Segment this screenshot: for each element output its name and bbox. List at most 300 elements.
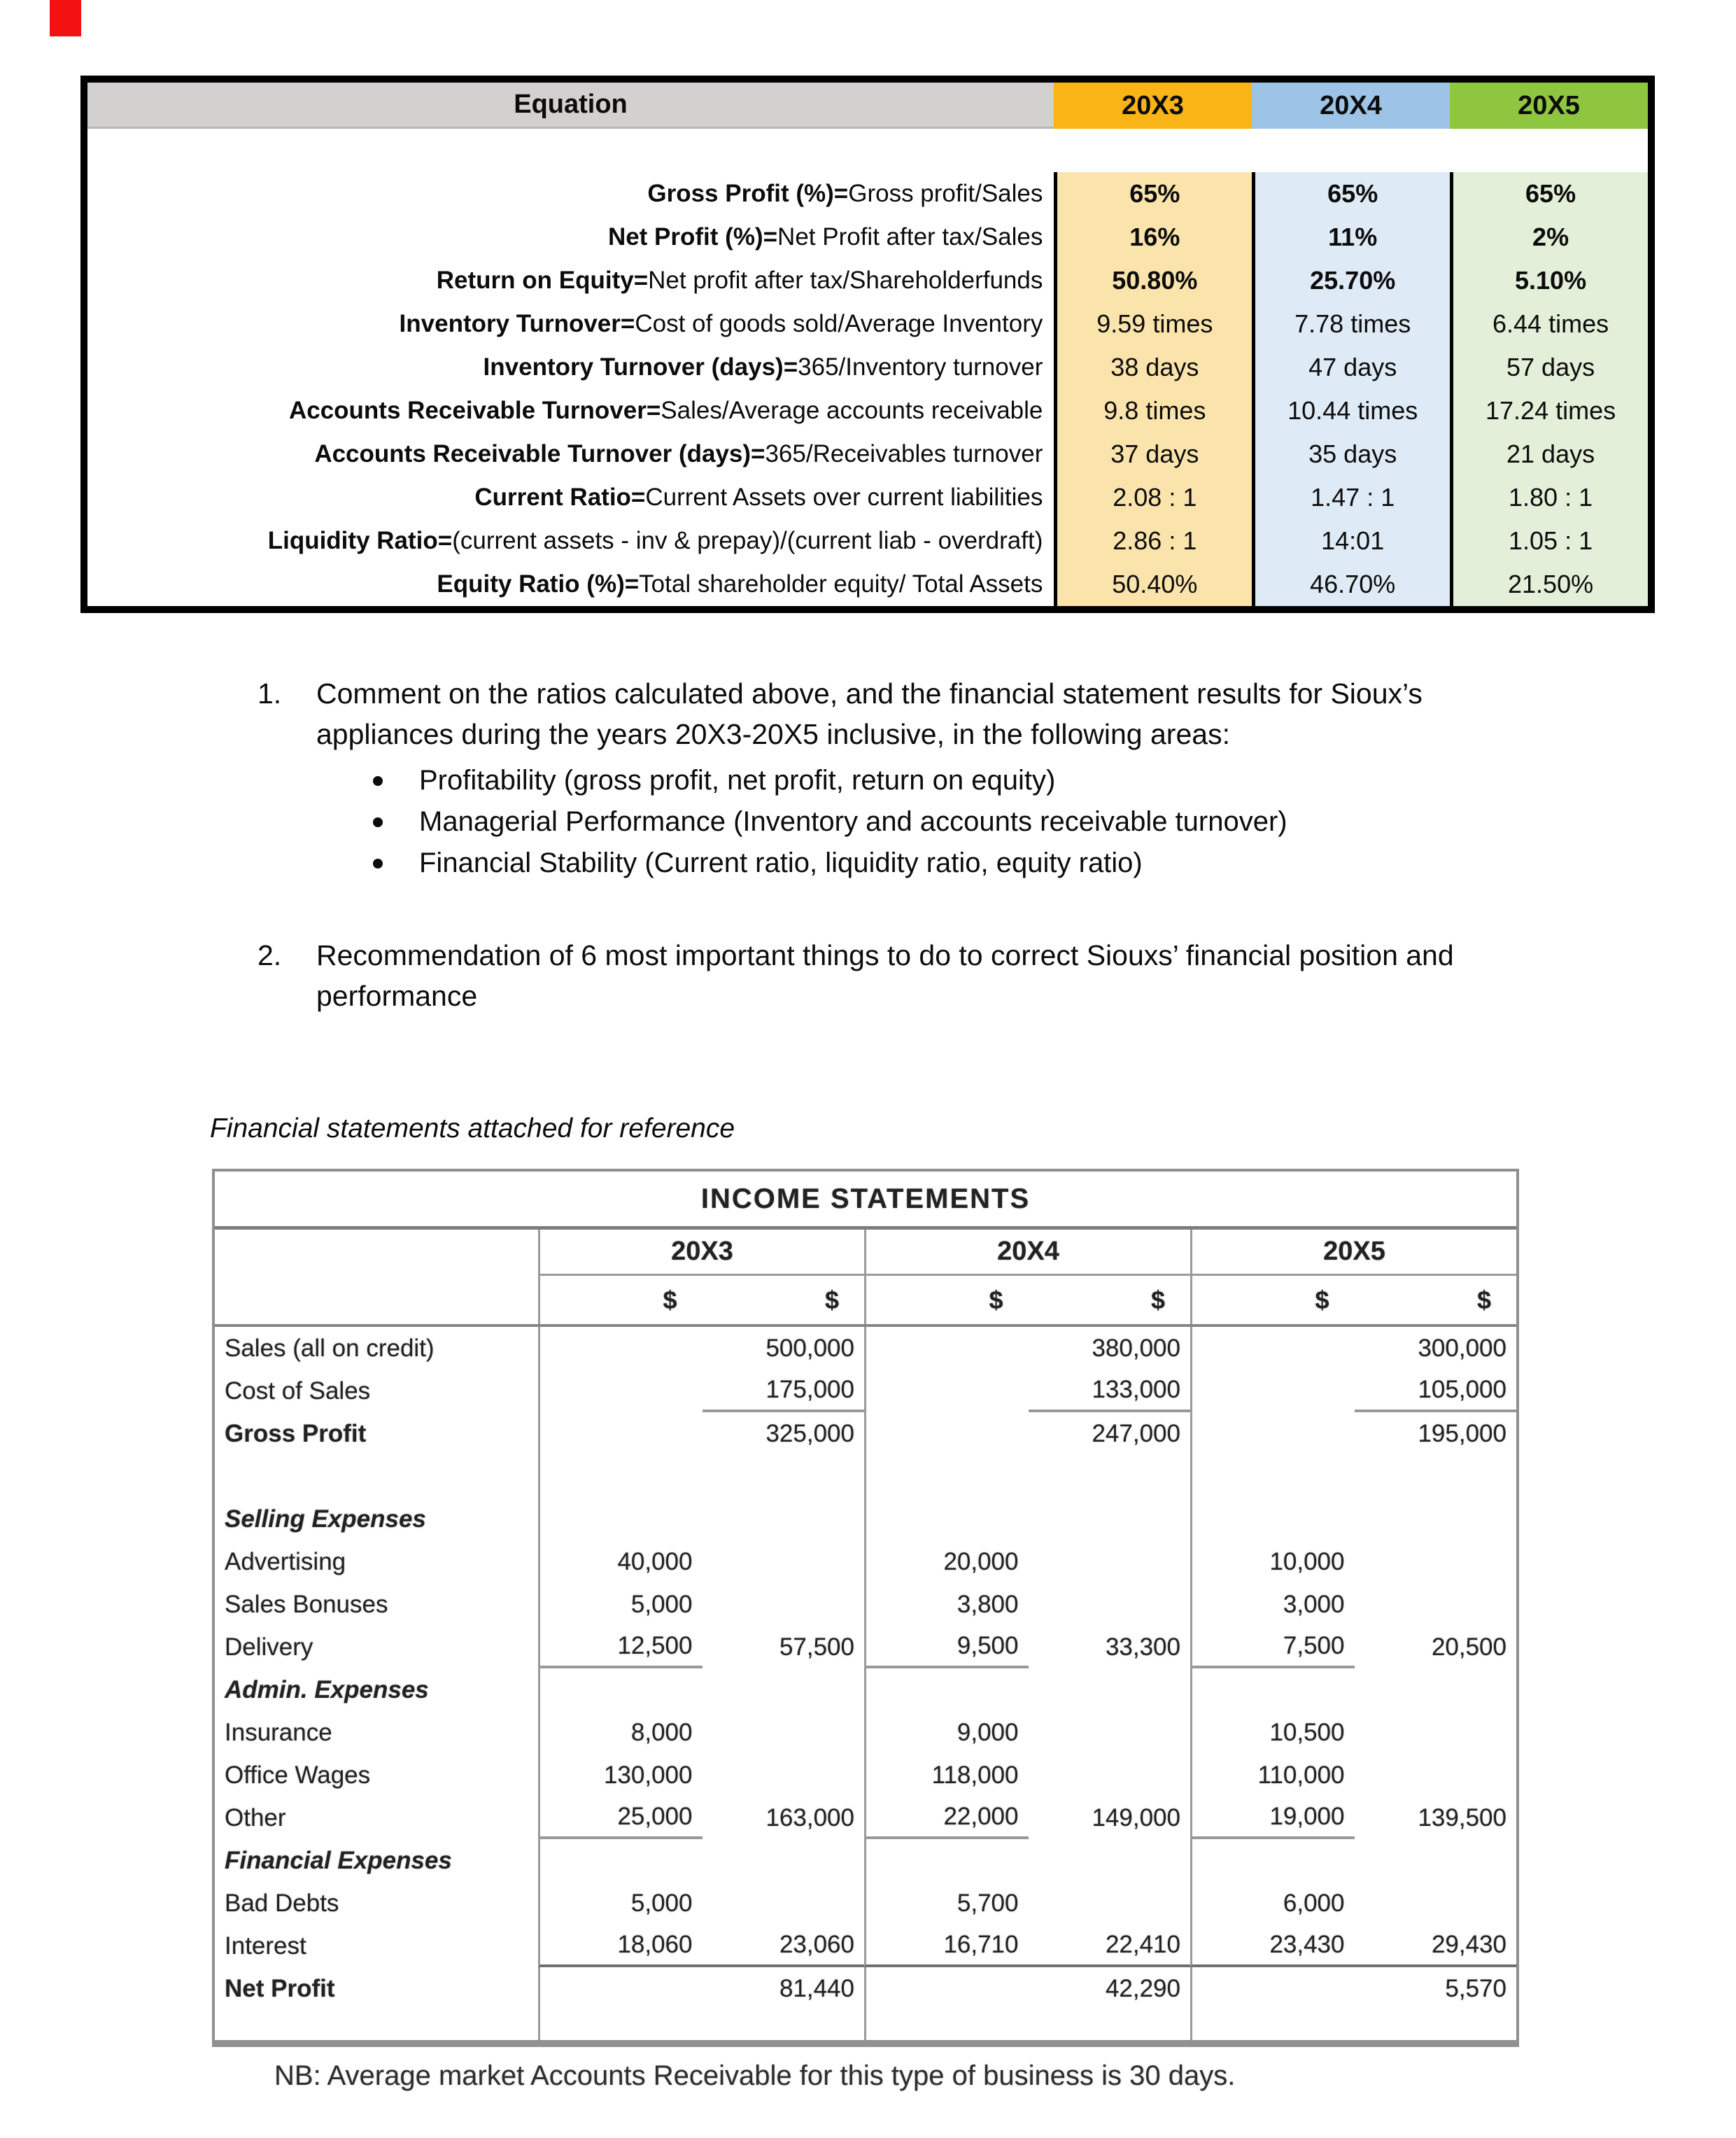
income-amount-left xyxy=(540,2010,703,2040)
income-year-cell xyxy=(1190,1583,1516,1626)
currency-symbol: $ xyxy=(824,1285,839,1314)
income-amount-right: 20,500 xyxy=(1431,1633,1506,1661)
income-amount-right xyxy=(1355,1455,1517,1498)
currency-symbol: $ xyxy=(1476,1285,1491,1314)
income-amount-left xyxy=(1192,1498,1355,1540)
question-item-2 xyxy=(257,935,1454,1016)
income-amount-left: 7,500 xyxy=(1192,1626,1355,1668)
bullet-list xyxy=(373,760,1287,884)
income-amount-left: 16,710 xyxy=(943,1930,1019,1958)
income-amount-left: 20,000 xyxy=(943,1547,1019,1575)
income-amount-left: 18,060 xyxy=(617,1930,693,1958)
income-year-cell xyxy=(1190,1882,1516,1925)
income-amount-right: 380,000 xyxy=(1092,1334,1180,1362)
income-year-cell xyxy=(538,1540,864,1583)
income-row xyxy=(215,1370,1516,1412)
ratio-formula: (current assets - inv & prepay)/(current liab - overdraft) xyxy=(452,527,1043,554)
question-line: Recommendation of 6 most important things to do to correct Siouxs’ financial position and xyxy=(316,939,1454,971)
ratio-value: 65% xyxy=(1054,172,1252,216)
income-amount-left xyxy=(1192,1668,1355,1711)
income-year-cell xyxy=(538,1796,864,1839)
income-row xyxy=(215,1498,1516,1540)
income-amount-left: 130,000 xyxy=(603,1761,693,1789)
income-year-header-row xyxy=(215,1230,1516,1276)
income-amount-left xyxy=(1192,1327,1355,1370)
income-amount-left xyxy=(1192,1412,1355,1455)
ratio-value: 57 days xyxy=(1450,346,1648,389)
income-year-cell xyxy=(1190,1327,1516,1370)
income-amount-left xyxy=(540,1412,703,1455)
income-amount-right: 133,000 xyxy=(1029,1370,1191,1412)
income-row xyxy=(215,1925,1516,1967)
ratio-term: Inventory Turnover (days)= xyxy=(483,353,798,381)
income-amount-left: 5,700 xyxy=(957,1889,1019,1917)
income-year-cell xyxy=(1190,1796,1516,1839)
ratio-table-body xyxy=(87,172,1648,606)
income-amount-right: 139,500 xyxy=(1418,1803,1506,1831)
income-year-cell xyxy=(538,1412,864,1455)
ratio-value: 7.78 times xyxy=(1252,302,1450,346)
income-label-column-spacer xyxy=(215,1276,538,1324)
question-line: appliances during the years 20X3-20X5 inclusive, in the following areas: xyxy=(316,718,1230,750)
ratio-formula: Gross profit/Sales xyxy=(848,180,1043,207)
ratio-value: 9.59 times xyxy=(1054,302,1252,346)
bullet-text: Financial Stability (Current ratio, liquidity ratio, equity ratio) xyxy=(419,848,1143,878)
ratio-value: 6.44 times xyxy=(1450,302,1648,346)
footnote: NB: Average market Accounts Receivable for this type of business is 30 days. xyxy=(274,2060,1236,2091)
income-amount-left xyxy=(1192,1370,1355,1412)
income-year-cell xyxy=(1190,1668,1516,1711)
income-currency-row xyxy=(215,1276,1516,1327)
bullet-icon xyxy=(373,776,383,786)
income-row-label xyxy=(215,2010,538,2040)
ratio-value: 1.05 : 1 xyxy=(1450,519,1648,563)
income-amount-left xyxy=(1192,1455,1355,1498)
income-year-cell xyxy=(538,1754,864,1796)
income-row-label: Delivery xyxy=(225,1633,313,1661)
ratio-value: 35 days xyxy=(1252,432,1450,476)
income-amount-left xyxy=(866,1370,1029,1412)
income-row xyxy=(215,2010,1516,2040)
question-line: performance xyxy=(316,980,478,1012)
ratio-formula: 365/Inventory turnover xyxy=(798,353,1043,381)
question-item1-lines xyxy=(316,673,1423,754)
income-amount-left xyxy=(540,1839,703,1882)
income-row-label: Cost of Sales xyxy=(225,1377,371,1405)
income-amount-left xyxy=(1192,2010,1355,2040)
income-year-cell xyxy=(864,1967,1190,2010)
income-row-label: Advertising xyxy=(225,1547,346,1575)
income-row-label xyxy=(215,1455,538,1498)
income-year-cell xyxy=(538,1711,864,1754)
income-amount-right: 42,290 xyxy=(1105,1974,1180,2002)
income-year-cell xyxy=(1190,1925,1516,1967)
income-amount-right xyxy=(703,1882,865,1925)
income-row xyxy=(215,1412,1516,1455)
income-year-cell xyxy=(1190,1626,1516,1668)
income-year-cell xyxy=(538,2010,864,2040)
income-row-label: Selling Expenses xyxy=(225,1505,426,1533)
income-statements-table xyxy=(212,1169,1519,2047)
income-amount-right: 247,000 xyxy=(1092,1419,1180,1447)
income-currency-cells xyxy=(538,1276,1516,1324)
income-amount-left xyxy=(540,1370,703,1412)
ratio-row xyxy=(87,346,1648,389)
ratio-row-label xyxy=(87,216,1054,259)
income-amount-left: 6,000 xyxy=(1283,1889,1345,1917)
income-amount-right xyxy=(1355,1711,1517,1754)
ratio-value: 21 days xyxy=(1450,432,1648,476)
ratio-row-label xyxy=(87,346,1054,389)
income-year-cell xyxy=(864,1839,1190,1882)
income-row xyxy=(215,1754,1516,1796)
ratio-value: 47 days xyxy=(1252,346,1450,389)
income-amount-right: 325,000 xyxy=(765,1419,854,1447)
ratio-value: 25.70% xyxy=(1252,259,1450,302)
ratio-term: Liquidity Ratio= xyxy=(267,527,453,554)
ratio-value: 2.08 : 1 xyxy=(1054,476,1252,519)
income-amount-right xyxy=(703,1540,865,1583)
ratio-row xyxy=(87,302,1648,346)
income-year-cell xyxy=(864,1498,1190,1540)
ratio-year-header: 20X4 xyxy=(1252,83,1450,129)
income-amount-right: 105,000 xyxy=(1355,1370,1517,1412)
ratio-value: 5.10% xyxy=(1450,259,1648,302)
income-year-cell xyxy=(538,1327,864,1370)
bullet-text: Profitability (gross profit, net profit, return on equity) xyxy=(419,765,1056,796)
ratio-row-label xyxy=(87,389,1054,432)
income-amount-left xyxy=(1192,1839,1355,1882)
ratio-value: 65% xyxy=(1252,172,1450,216)
ratio-row-label xyxy=(87,259,1054,302)
income-year-cell xyxy=(1190,1455,1516,1498)
ratio-value: 14:01 xyxy=(1252,519,1450,563)
income-row-label: Other xyxy=(225,1803,286,1831)
income-year-cell xyxy=(864,1540,1190,1583)
income-amount-right xyxy=(1029,1882,1191,1925)
ratio-formula: Net Profit after tax/Sales xyxy=(777,223,1043,251)
ratio-row xyxy=(87,216,1648,259)
income-amount-right xyxy=(1355,1839,1517,1882)
income-row-label: Financial Expenses xyxy=(225,1846,452,1874)
income-amount-left xyxy=(540,1668,703,1711)
ratio-value: 1.80 : 1 xyxy=(1450,476,1648,519)
ratio-value: 46.70% xyxy=(1252,563,1450,606)
ratio-row xyxy=(87,432,1648,476)
income-amount-right xyxy=(703,1711,865,1754)
question-number: 1. xyxy=(257,677,282,710)
income-year-cell xyxy=(1190,1412,1516,1455)
ratio-formula: Sales/Average accounts receivable xyxy=(661,397,1043,424)
income-year-cell xyxy=(538,1839,864,1882)
ratio-value: 37 days xyxy=(1054,432,1252,476)
income-currency-cell xyxy=(538,1276,864,1324)
income-amount-left xyxy=(540,1498,703,1540)
income-row xyxy=(215,1455,1516,1498)
ratio-row-label xyxy=(87,432,1054,476)
income-year-cell xyxy=(864,1711,1190,1754)
income-amount-right xyxy=(1029,1754,1191,1796)
ratio-value: 1.47 : 1 xyxy=(1252,476,1450,519)
income-label-column-header xyxy=(215,1230,538,1276)
ratio-formula: Net profit after tax/Shareholderfunds xyxy=(648,267,1043,294)
currency-symbol: $ xyxy=(989,1285,1003,1314)
income-row-label: Sales (all on credit) xyxy=(225,1334,435,1362)
ratio-term: Inventory Turnover= xyxy=(399,310,635,337)
income-year-cell xyxy=(864,1754,1190,1796)
income-year-cell xyxy=(864,1583,1190,1626)
income-year-cell xyxy=(538,1925,864,1967)
ratio-term: Equity Ratio (%)= xyxy=(437,570,640,598)
ratio-formula: 365/Receivables turnover xyxy=(765,440,1043,467)
income-year-cell xyxy=(1190,1967,1516,2010)
income-amount-right: 29,430 xyxy=(1431,1930,1506,1958)
income-amount-left: 40,000 xyxy=(617,1547,693,1575)
income-amount-right: 23,060 xyxy=(779,1930,854,1958)
income-amount-left: 110,000 xyxy=(1257,1761,1345,1789)
question-number: 2. xyxy=(257,939,282,971)
income-year-header: 20X3 xyxy=(538,1230,864,1276)
income-year-cell xyxy=(864,1668,1190,1711)
income-row-label: Insurance xyxy=(225,1718,332,1746)
income-amount-right: 195,000 xyxy=(1418,1419,1506,1447)
income-amount-left: 23,430 xyxy=(1269,1930,1345,1958)
income-row-label: Office Wages xyxy=(225,1761,371,1789)
ratio-term: Accounts Receivable Turnover (days)= xyxy=(314,440,765,467)
income-year-cell xyxy=(1190,1498,1516,1540)
income-year-cell xyxy=(538,1882,864,1925)
ratio-year-headers xyxy=(1054,83,1648,129)
ratio-row xyxy=(87,476,1648,519)
income-amount-left: 3,800 xyxy=(957,1590,1019,1618)
income-amount-left: 5,000 xyxy=(630,1889,693,1917)
income-year-cell xyxy=(864,1455,1190,1498)
income-amount-left: 22,000 xyxy=(866,1796,1029,1839)
income-row xyxy=(215,1327,1516,1370)
income-amount-left xyxy=(540,1327,703,1370)
income-row xyxy=(215,1540,1516,1583)
bullet-item xyxy=(373,760,1287,801)
income-amount-right xyxy=(1029,1839,1191,1882)
ratio-row xyxy=(87,389,1648,432)
ratio-term: Gross Profit (%)= xyxy=(647,180,849,207)
income-year-cell xyxy=(1190,1839,1516,1882)
income-amount-left: 5,000 xyxy=(630,1590,693,1618)
ratio-table xyxy=(80,76,1655,613)
income-amount-right: 22,410 xyxy=(1105,1930,1180,1958)
income-row xyxy=(215,1583,1516,1626)
income-amount-left xyxy=(866,2010,1029,2040)
bullet-icon xyxy=(373,859,383,868)
ratio-row xyxy=(87,172,1648,216)
income-amount-left xyxy=(866,1327,1029,1370)
income-amount-right xyxy=(1029,1455,1191,1498)
income-amount-left: 12,500 xyxy=(540,1626,703,1668)
reference-note: Financial statements attached for reference xyxy=(210,1113,735,1144)
question-line: Comment on the ratios calculated above, and the financial statement results for Sioux’s xyxy=(316,677,1423,710)
income-amount-left xyxy=(866,1839,1029,1882)
income-amount-right xyxy=(1029,1711,1191,1754)
income-amount-right xyxy=(1355,2010,1517,2040)
ratio-term: Net Profit (%)= xyxy=(607,223,778,251)
income-amount-right xyxy=(1029,2010,1191,2040)
income-amount-right xyxy=(1355,1583,1517,1626)
ratio-formula: Cost of goods sold/Average Inventory xyxy=(635,310,1043,337)
income-amount-right: 81,440 xyxy=(779,1974,854,2002)
income-amount-right xyxy=(703,1455,865,1498)
ratio-value: 2% xyxy=(1450,216,1648,259)
bullet-item xyxy=(373,801,1287,843)
currency-symbol: $ xyxy=(1150,1285,1165,1314)
income-row-label: Net Profit xyxy=(225,1974,335,2002)
bullet-text: Managerial Performance (Inventory and accounts receivable turnover) xyxy=(419,806,1287,837)
ratio-row xyxy=(87,259,1648,302)
ratio-value: 11% xyxy=(1252,216,1450,259)
ratio-table-header xyxy=(87,83,1648,129)
question-item2-lines xyxy=(316,935,1454,1016)
income-amount-left: 10,000 xyxy=(1269,1547,1345,1575)
income-row xyxy=(215,1711,1516,1754)
income-amount-right xyxy=(703,1498,865,1540)
ratio-row-label xyxy=(87,519,1054,563)
income-table-body xyxy=(215,1327,1516,2040)
ratio-row xyxy=(87,563,1648,606)
income-amount-right xyxy=(1355,1540,1517,1583)
income-amount-left: 19,000 xyxy=(1192,1796,1355,1839)
ratio-value: 50.80% xyxy=(1054,259,1252,302)
income-amount-right: 5,570 xyxy=(1445,1974,1506,2002)
income-year-cell xyxy=(1190,2010,1516,2040)
income-year-cell xyxy=(538,1583,864,1626)
income-amount-right xyxy=(1029,1583,1191,1626)
income-year-cell xyxy=(538,1370,864,1412)
ratio-year-header: 20X3 xyxy=(1054,83,1252,129)
income-year-cell xyxy=(538,1668,864,1711)
income-year-cell xyxy=(538,1498,864,1540)
currency-symbol: $ xyxy=(1315,1285,1329,1314)
income-year-cell xyxy=(864,1327,1190,1370)
income-amount-right xyxy=(1355,1668,1517,1711)
income-row xyxy=(215,1668,1516,1711)
ratio-row-label xyxy=(87,476,1054,519)
ratio-value: 38 days xyxy=(1054,346,1252,389)
income-amount-left: 25,000 xyxy=(540,1796,703,1839)
ratio-formula: Total shareholder equity/ Total Assets xyxy=(639,570,1043,598)
income-year-cell xyxy=(864,1796,1190,1839)
ratio-value: 16% xyxy=(1054,216,1252,259)
income-amount-left xyxy=(866,1455,1029,1498)
ratio-year-header: 20X5 xyxy=(1450,83,1648,129)
income-amount-right xyxy=(703,1839,865,1882)
income-row-label: Gross Profit xyxy=(225,1419,367,1447)
income-row-label: Interest xyxy=(225,1932,306,1960)
ratio-table-blank-row xyxy=(87,129,1648,172)
income-amount-right: 163,000 xyxy=(765,1803,854,1831)
income-amount-left: 8,000 xyxy=(630,1718,693,1746)
income-amount-left: 10,500 xyxy=(1269,1718,1345,1746)
ratio-value: 2.86 : 1 xyxy=(1054,519,1252,563)
income-year-cell xyxy=(1190,1754,1516,1796)
ratio-value: 17.24 times xyxy=(1450,389,1648,432)
equation-column-header: Equation xyxy=(87,83,1054,129)
income-amount-left: 118,000 xyxy=(931,1761,1019,1789)
bullet-icon xyxy=(373,817,383,827)
income-amount-right: 300,000 xyxy=(1418,1334,1506,1362)
income-amount-left xyxy=(866,1967,1029,2010)
income-amount-right xyxy=(703,1754,865,1796)
ratio-value: 9.8 times xyxy=(1054,389,1252,432)
income-year-cell xyxy=(864,1626,1190,1668)
income-amount-left xyxy=(866,1668,1029,1711)
income-year-cell xyxy=(538,1626,864,1668)
ratio-value: 10.44 times xyxy=(1252,389,1450,432)
income-amount-left xyxy=(866,1412,1029,1455)
ratio-row-label xyxy=(87,563,1054,606)
income-amount-right: 175,000 xyxy=(703,1370,865,1412)
ratio-term: Accounts Receivable Turnover= xyxy=(288,397,661,424)
income-amount-left: 9,000 xyxy=(957,1718,1019,1746)
income-amount-right xyxy=(1029,1498,1191,1540)
income-amount-right xyxy=(1029,1668,1191,1711)
income-amount-right: 500,000 xyxy=(765,1334,854,1362)
income-year-cell xyxy=(864,2010,1190,2040)
income-year-header: 20X5 xyxy=(1190,1230,1516,1276)
income-year-cell xyxy=(538,1455,864,1498)
income-amount-right: 33,300 xyxy=(1105,1633,1180,1661)
income-amount-right xyxy=(1355,1882,1517,1925)
ratio-value: 65% xyxy=(1450,172,1648,216)
income-currency-cell xyxy=(1190,1276,1516,1324)
income-year-cell xyxy=(538,1967,864,2010)
ratio-term: Return on Equity= xyxy=(436,267,649,294)
income-row-label: Admin. Expenses xyxy=(225,1675,429,1703)
income-amount-right xyxy=(1029,1540,1191,1583)
income-year-cell xyxy=(1190,1711,1516,1754)
ratio-row-label xyxy=(87,302,1054,346)
income-row xyxy=(215,1626,1516,1668)
income-amount-right xyxy=(703,2010,865,2040)
income-amount-right xyxy=(703,1583,865,1626)
ratio-term: Current Ratio= xyxy=(474,484,646,511)
income-year-header: 20X4 xyxy=(864,1230,1190,1276)
income-year-cell xyxy=(1190,1540,1516,1583)
red-capture-mark xyxy=(50,0,81,36)
income-amount-right xyxy=(1355,1498,1517,1540)
ratio-formula: Current Assets over current liabilities xyxy=(645,484,1043,511)
ratio-row xyxy=(87,519,1648,563)
income-year-headers xyxy=(538,1230,1516,1276)
income-amount-right: 149,000 xyxy=(1092,1803,1180,1831)
currency-symbol: $ xyxy=(663,1285,677,1314)
income-year-cell xyxy=(864,1370,1190,1412)
income-row xyxy=(215,1967,1516,2010)
income-amount-right: 57,500 xyxy=(779,1633,854,1661)
ratio-row-label xyxy=(87,172,1054,216)
income-amount-left xyxy=(866,1498,1029,1540)
question-item-1 xyxy=(257,673,1423,754)
income-row-label: Bad Debts xyxy=(225,1889,339,1917)
income-amount-left: 3,000 xyxy=(1283,1590,1345,1618)
income-statements-title: INCOME STATEMENTS xyxy=(215,1172,1516,1230)
income-row xyxy=(215,1839,1516,1882)
income-amount-left: 9,500 xyxy=(866,1626,1029,1668)
income-amount-right xyxy=(1355,1754,1517,1796)
income-row xyxy=(215,1796,1516,1839)
ratio-value: 21.50% xyxy=(1450,563,1648,606)
income-amount-left xyxy=(540,1455,703,1498)
income-row-label: Sales Bonuses xyxy=(225,1590,388,1618)
income-year-cell xyxy=(864,1412,1190,1455)
